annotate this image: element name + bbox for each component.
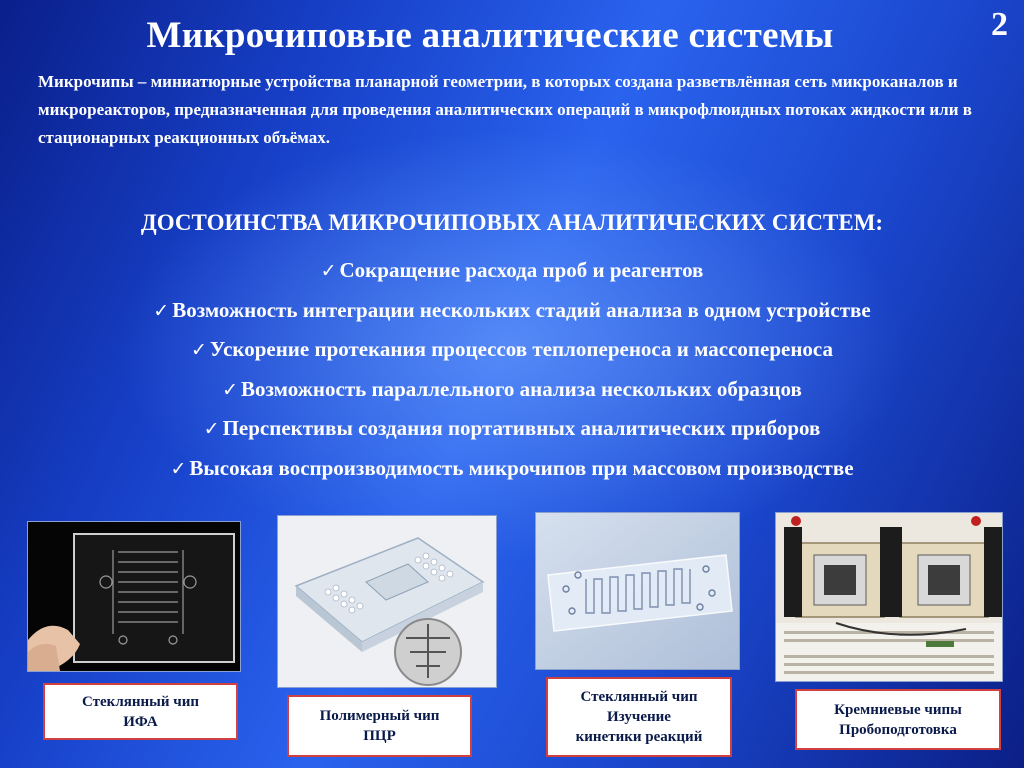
advantages-list	[0, 252, 1024, 489]
caption-line: Изучение	[607, 709, 671, 725]
check-icon: ✓	[203, 418, 220, 440]
glass-kinetics-chip-photo	[535, 512, 740, 670]
advantage-item	[0, 292, 1024, 332]
caption-line: кинетики реакций	[575, 729, 703, 745]
silicon-chips-photo	[775, 512, 1003, 682]
check-icon: ✓	[191, 339, 207, 361]
advantage-text: Сокращение расхода проб и реагентов	[339, 258, 704, 282]
caption-line: Пробоподготовка	[839, 721, 957, 738]
advantage-item	[0, 331, 1024, 371]
check-icon: ✓	[170, 457, 187, 480]
slide-title: Микрочиповые аналитические системы	[146, 15, 834, 56]
check-icon: ✓	[320, 260, 337, 282]
caption-line: Стеклянный чип	[580, 689, 698, 705]
caption-silicon-chips	[795, 689, 1001, 750]
polymer-pcr-chip-photo	[277, 515, 497, 688]
advantage-item	[0, 450, 1024, 490]
advantage-item	[0, 410, 1024, 450]
advantage-text: Ускорение протекания процессов теплопереноса и массопереноса	[209, 337, 833, 361]
advantage-text: Возможность интеграции нескольких стадий анализа в одном устройстве	[172, 297, 871, 322]
definition-text: Микрочипы – миниатюрные устройства планарной геометрии, в которых создана разветвлённая сеть микроканалов и микрореакторов, предназначенная для проведения аналитических операций в микрофлюидных потоках жидкости или в стационарных реакционных объёмах.	[38, 72, 972, 147]
advantage-item	[0, 252, 1024, 292]
caption-line: Полимерный чип	[319, 708, 440, 724]
advantage-text: Перспективы создания портативных аналитических приборов	[222, 416, 821, 440]
advantages-title: ДОСТОИНСТВА МИКРОЧИПОВЫХ АНАЛИТИЧЕСКИХ СИСТЕМ:	[140, 210, 884, 235]
caption-polymer-pcr-chip	[287, 695, 472, 757]
caption-glass-elisa-chip	[43, 683, 238, 740]
advantage-item	[0, 371, 1024, 411]
caption-line: Стеклянный чип	[82, 693, 199, 710]
caption-line: ИФА	[123, 713, 158, 730]
advantage-text: Возможность параллельного анализа нескольких образцов	[241, 376, 802, 401]
glass-elisa-chip-photo	[27, 521, 241, 672]
check-icon: ✓	[222, 378, 239, 401]
check-icon: ✓	[153, 299, 170, 322]
slide-number: 2	[991, 6, 1008, 43]
caption-line: ПЦР	[363, 728, 396, 744]
advantage-text: Высокая воспроизводимость микрочипов при массовом производстве	[189, 455, 854, 480]
caption-glass-kinetics-chip	[546, 677, 732, 757]
caption-line: Кремниевые чипы	[834, 701, 962, 718]
